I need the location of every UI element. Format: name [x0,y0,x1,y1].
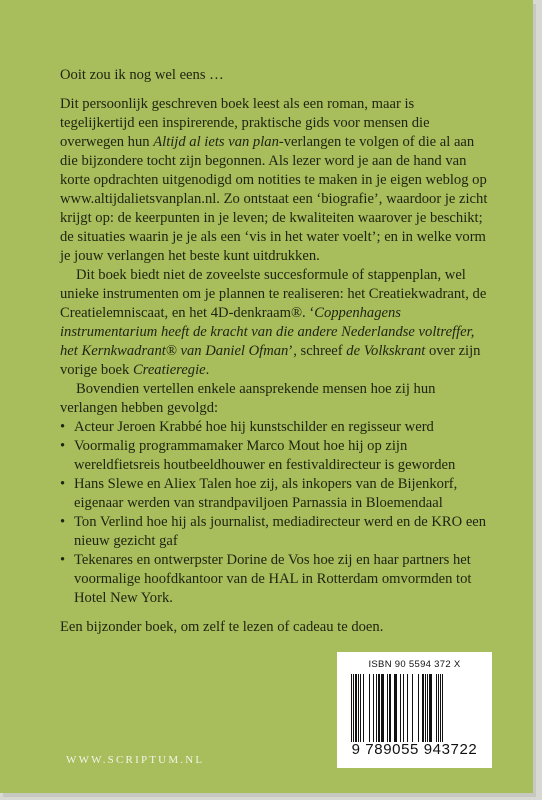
barcode [337,652,492,768]
ean-number: 9 789055 943722 [351,741,478,758]
text-run: ’, schreef [288,343,347,359]
list-item: • Ton Verlind hoe hij als journalist, mediadirecteur werd en de KRO een nieuw gezicht gaf [60,513,490,551]
blurb-text [60,66,490,637]
list-item: • Hans Slewe en Aliex Talen hoe zij, als inkopers van de Bijenkorf, eigenaar werden van strandpaviljoen Parnassia in Bloemendaal [60,475,490,513]
isbn-label: ISBN 90 5594 372 X [368,659,461,670]
book-title-italic: Altijd al iets van plan [153,134,279,150]
closing-line: Een bijzonder boek, om zelf te lezen of cadeau te doen. [60,619,384,635]
previous-book-italic: Creatieregie [132,362,206,378]
newspaper-italic: de Volkskrant [346,343,426,359]
list-item: • Tekenares en ontwerpster Dorine de Vos hoe zij en haar partners het voormalige hoofdkantoor van de HAL in Rotterdam omvormden tot Hotel New York. [60,551,490,608]
intro-line: Ooit zou ik nog wel eens … [60,67,224,83]
text-run: . [205,362,210,378]
list-item: • Acteur Jeroen Krabbé hoe hij kunstschilder en regisseur werd [60,418,490,437]
barcode-bars [351,674,478,742]
text-run: Dit persoonlijk geschreven boek leest als een roman, maar is tegelijkertijd een inspirerende, praktische gids voor mensen die overwegen hun [60,96,430,150]
list-item: • Voormalig programmamaker Marco Mout hoe hij op zijn wereldfietsreis houtbeeldhouwer en festivaldirecteur is geworden [60,437,490,475]
paragraph-description [60,95,490,266]
paragraph-instruments [60,266,490,380]
text-run: -verlangen te volgen of die al aan die bijzondere tocht zijn begonnen. Als lezer word je aan de hand van korte opdrachten uitgenodigd om notities te maken in je eigen weblog op www.altijdalietsvanplan.nl. Zo ontstaat een ‘biografie’, waardoor je zicht krijgt op: de keerpunten in je leven; de kwaliteiten waarover je beschikt; de situaties waarin je je als een ‘vis in het water voelt’; en in welke vorm je jouw verlangen het beste kunt uitdrukken. [60,134,488,264]
text-run: over zijn vorige boek [60,343,481,378]
people-list [60,418,490,608]
quote-italic: Coppenhagens instrumentarium heeft de kracht van die andere Nederlandse voltreffer, het Kernkwadrant® van Daniel Ofman [60,305,475,359]
text-run: Dit boek biedt niet de zoveelste succesformule of stappenplan, wel unieke instrumenten om je plannen te realiseren: het Creatiekwadrant, de Creatielemniscaat, en het 4D-denkraam®. ‘ [60,267,487,321]
publisher-url: WWW.SCRIPTUM.NL [66,754,205,766]
paragraph-people: Bovendien vertellen enkele aansprekende mensen hoe zij hun verlangen hebben gevolgd: [60,381,436,416]
